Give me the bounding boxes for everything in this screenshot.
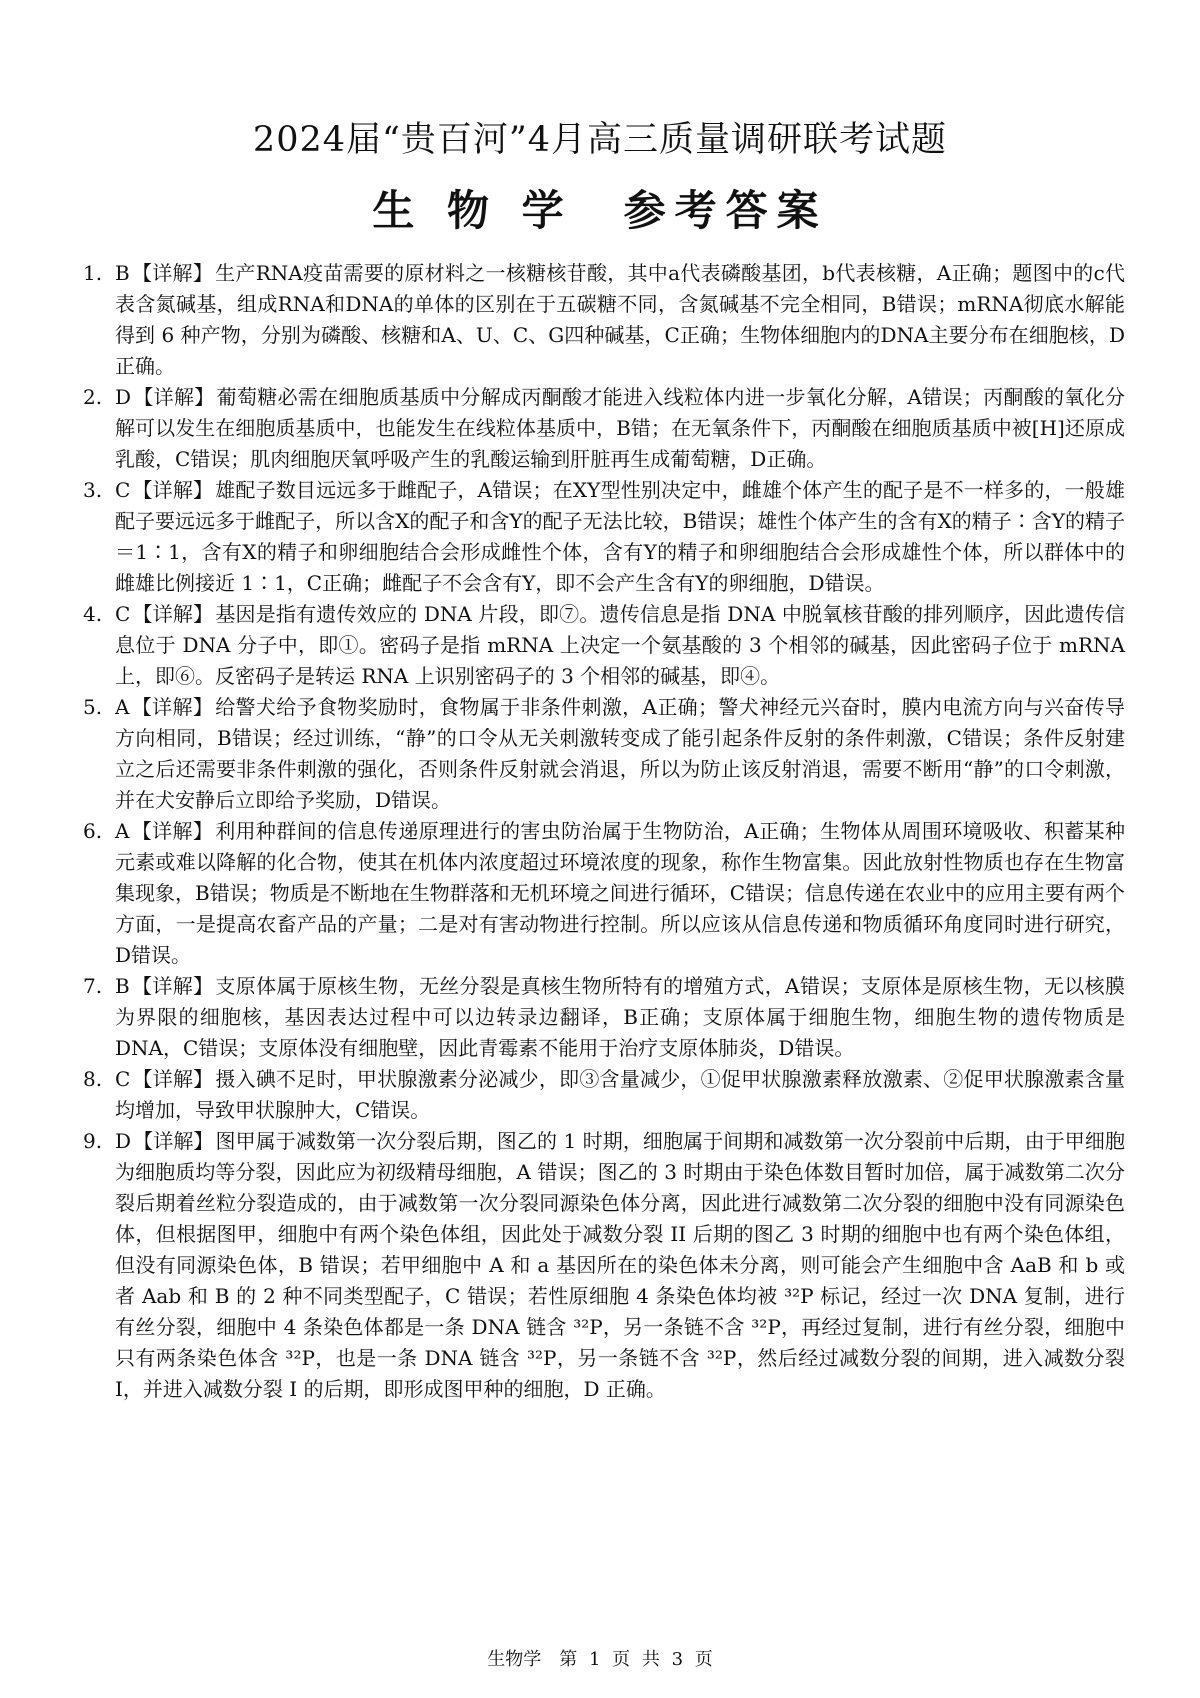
answer-item <box>83 599 1125 692</box>
answer-item <box>83 1064 1125 1126</box>
explanation-text: 给警犬给予食物奖励时，食物属于非条件刺激，A正确；警犬神经元兴奋时，膜内电流方向与兴奋传导方向相同，B错误；经过训练，“静”的口令从无关刺激转变成了能引起条件反射的条件刺激，C错误；条件反射建立之后还需要非条件刺激的强化，否则条件反射就会消退，所以为防止该反射消退，需要不断用“静”的口令刺激，并在犬安静后立即给予奖励，D错误。 <box>115 695 1125 812</box>
answer-item <box>83 816 1125 971</box>
question-number: 1. <box>83 261 103 285</box>
question-number: 6. <box>83 819 103 843</box>
answer-key: A <box>115 695 130 719</box>
explanation-text: 利用种群间的信息传递原理进行的害虫防治属于生物防治，A正确；生物体从周围环境吸收、积蓄某种元素或难以降解的化合物，使其在机体内浓度超过环境浓度的现象，称作生物富集。因此放射性物质也存在生物富集现象，B错误；物质是不断地在生物群落和无机环境之间进行循环，C错误；信息传递在农业中的应用主要有两个方面，一是提高农畜产品的产量；二是对有害动物进行控制。所以应该从信息传递和物质循环角度同时进行研究，D错误。 <box>115 819 1125 967</box>
explanation-tag: 【详解】 <box>131 695 214 719</box>
exam-title: 2024届“贵百河”4月高三质量调研联考试题 <box>252 120 948 160</box>
answer-item <box>83 1126 1125 1405</box>
answer-item <box>83 692 1125 816</box>
question-number: 2. <box>83 385 103 409</box>
answer-key: C <box>115 1067 131 1091</box>
answer-item <box>83 971 1125 1064</box>
question-number: 7. <box>83 974 103 998</box>
explanation-tag: 【详解】 <box>133 385 215 409</box>
explanation-text: 摄入碘不足时，甲状腺激素分泌减少，即③含量减少，①促甲状腺激素释放激素、②促甲状腺激素含量均增加，导致甲状腺肿大，C错误。 <box>115 1067 1126 1122</box>
answer-key: A <box>115 819 130 843</box>
question-number: 5. <box>83 695 103 719</box>
answer-key: D <box>115 385 132 409</box>
answer-list <box>83 258 1125 1405</box>
explanation-tag: 【详解】 <box>132 478 214 502</box>
answer-item <box>83 475 1125 599</box>
question-number: 8. <box>83 1067 103 1091</box>
question-number: 3. <box>83 478 103 502</box>
page-footer: 生物学 第 1 页 共 3 页 <box>487 1649 713 1670</box>
explanation-text: 雄配子数目远远多于雌配子，A错误；在XY型性别决定中，雌雄个体产生的配子是不一样多的，一般雄配子要远远多于雌配子，所以含X的配子和含Y的配子无法比较，B错误；雄性个体产生的含有X的精子∶含Y的精子＝1∶1，含有X的精子和卵细胞结合会形成雌性个体，含有Y的精子和卵细胞结合会形成雄性个体，所以群体中的雌雄比例接近 1∶1，C正确；雌配子不会含有Y，即不会产生含有Y的卵细胞，D错误。 <box>115 478 1126 595</box>
explanation-tag: 【详解】 <box>133 1129 214 1153</box>
explanation-text: 基因是指有遗传效应的 DNA 片段，即⑦。遗传信息是指 DNA 中脱氧核苷酸的排列顺序，因此遗传信息位于 DNA 分子中，即①。密码子是指 mRNA 上决定一个氨基酸的 3 个相邻的碱基，因此密码子位于 mRNA 上，即⑥。反密码子是转运 RNA 上识别密码子的 3 个相邻的碱基，即④。 <box>115 602 1126 688</box>
explanation-tag: 【详解】 <box>132 1067 214 1091</box>
explanation-tag: 【详解】 <box>131 819 214 843</box>
explanation-tag: 【详解】 <box>131 974 214 998</box>
subject-title: 生 物 学 参考答案 <box>372 186 828 235</box>
answer-key: B <box>115 974 130 998</box>
answer-key: C <box>115 602 131 626</box>
explanation-text: 葡萄糖必需在细胞质基质中分解成丙酮酸才能进入线粒体内进一步氧化分解，A错误；丙酮酸的氧化分解可以发生在细胞质基质中，也能发生在线粒体基质中，B错；在无氧条件下，丙酮酸在细胞质基质中被[H]还原成乳酸，C错误；肌肉细胞厌氧呼吸产生的乳酸运输到肝脏再生成葡萄糖，D正确。 <box>115 385 1126 471</box>
answer-item <box>83 382 1125 475</box>
answer-item <box>83 258 1125 382</box>
explanation-text: 支原体属于原核生物，无丝分裂是真核生物所特有的增殖方式，A错误；支原体是原核生物，无以核膜为界限的细胞核，基因表达过程中可以边转录边翻译，B正确；支原体属于细胞生物，细胞生物的遗传物质是DNA，C错误；支原体没有细胞壁，因此青霉素不能用于治疗支原体肺炎，D错误。 <box>115 974 1125 1060</box>
answer-key: B <box>115 261 130 285</box>
answer-key: D <box>115 1129 132 1153</box>
explanation-tag: 【详解】 <box>132 602 214 626</box>
explanation-text: 生产RNA疫苗需要的原材料之一核糖核苷酸，其中a代表磷酸基团，b代表核糖，A正确；题图中的c代表含氮碱基，组成RNA和DNA的单体的区别在于五碳糖不同，含氮碱基不完全相同，B错误；mRNA彻底水解能得到 6 种产物，分别为磷酸、核糖和A、U、C、G四种碱基，C正确；生物体细胞内的DNA主要分布在细胞核，D正确。 <box>115 261 1125 378</box>
question-number: 9. <box>83 1129 103 1153</box>
answer-key: C <box>115 478 131 502</box>
explanation-tag: 【详解】 <box>131 261 214 285</box>
explanation-text: 图甲属于减数第一次分裂后期，图乙的 1 时期，细胞属于间期和减数第一次分裂前中后期，由于甲细胞为细胞质均等分裂，因此应为初级精母细胞，A 错误；图乙的 3 时期由于染色体数目暂时加倍，属于减数第二次分裂后期着丝粒分裂造成的，由于减数第一次分裂同源染色体分离，因此进行减数第二次分裂的细胞中没有同源染色体，但根据图甲，细胞中有两个染色体组，因此处于减数分裂 II 后期的图乙 3 时期的细胞中也有两个染色体组，但没有同源染色体，B 错误；若甲细胞中 A 和 a 基因所在的染色体未分离，则可能会产生细胞中含 AaB 和 b 或者 Aab 和 B 的 2 种不同类型配子，C 错误；若性原细胞 4 条染色体均被 ³²P 标记，经过一次 DNA 复制，进行有丝分裂，细胞中 4 条染色体都是一条 DNA 链含 ³²P，另一条链不含 ³²P，再经过复制，进行有丝分裂，细胞中只有两条染色体含 ³²P，也是一条 DNA 链含 ³²P，另一条链不含 ³²P，然后经过减数分裂的间期，进入减数分裂 I，并进入减数分裂 I 的后期，即形成图甲种的细胞，D 正确。 <box>115 1129 1125 1401</box>
question-number: 4. <box>83 602 103 626</box>
